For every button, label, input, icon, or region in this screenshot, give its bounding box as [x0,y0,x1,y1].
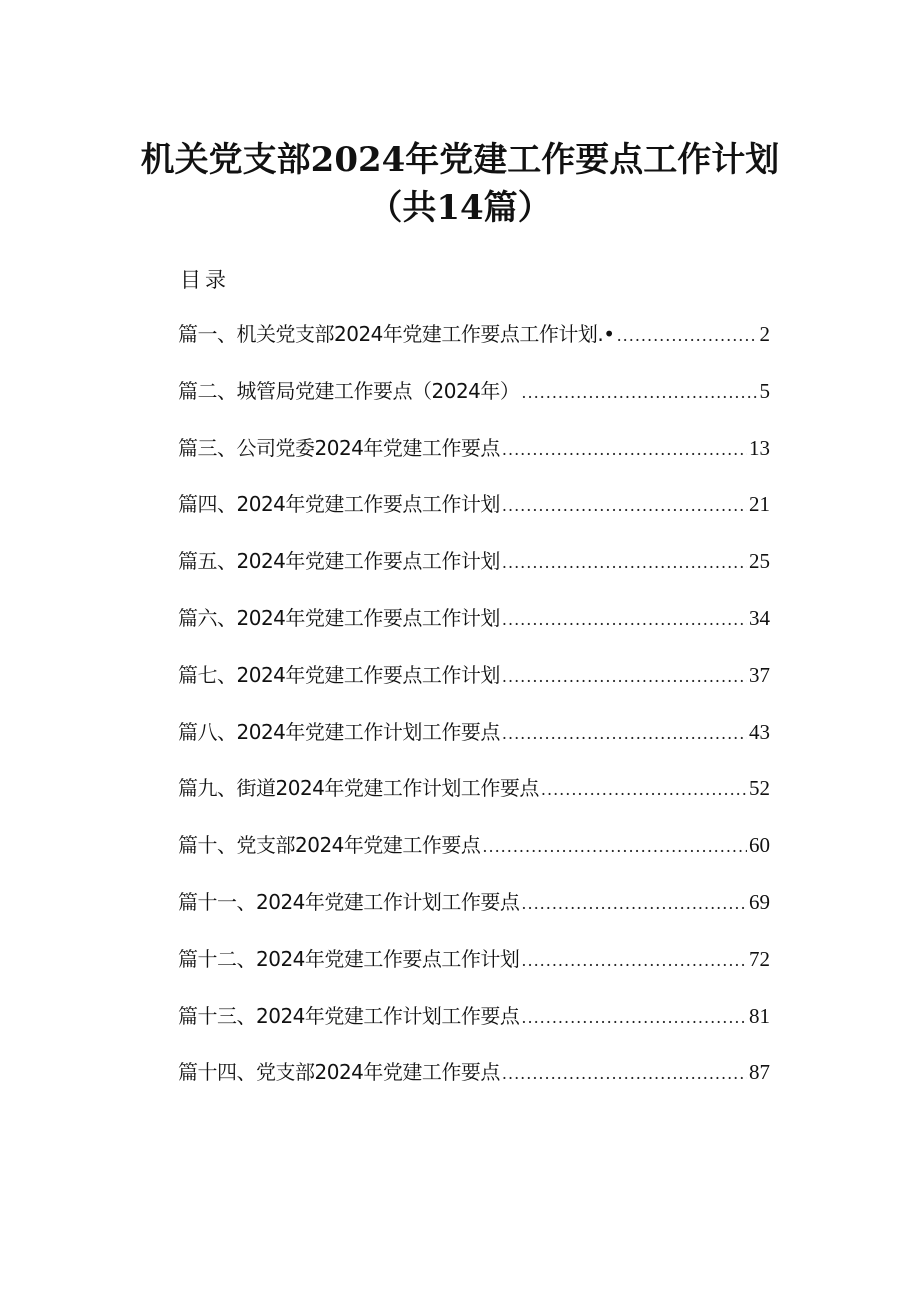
toc-leader-dots [521,945,747,977]
toc-item-page: 81 [749,1003,770,1028]
document-title: 机关党支部2024年党建工作要点工作计划 [140,140,780,180]
toc-item-3[interactable] [178,432,770,489]
table-of-contents [178,318,770,1113]
toc-item-12[interactable] [178,943,770,1000]
toc-item-14[interactable] [178,1056,770,1113]
toc-item-1[interactable] [178,318,770,375]
toc-item-page: 13 [749,435,770,460]
toc-item-page: 25 [749,549,770,574]
toc-heading: 目录 [180,268,230,292]
toc-leader-dots [482,831,747,863]
toc-item-4[interactable] [178,488,770,545]
toc-item-label: 篇十四、党支部2024年党建工作要点 [178,1060,500,1085]
toc-item-10[interactable] [178,829,770,886]
toc-item-label: 篇八、2024年党建工作计划工作要点 [178,719,500,744]
toc-item-page: 5 [759,378,770,403]
toc-leader-dots [502,547,747,579]
toc-item-label: 篇二、城管局党建工作要点（2024年） [178,378,520,403]
toc-item-page: 60 [749,833,770,858]
toc-item-label: 篇十、党支部2024年党建工作要点 [178,833,481,858]
toc-item-2[interactable] [178,375,770,432]
toc-item-page: 34 [749,605,770,630]
toc-item-page: 37 [749,662,770,687]
toc-item-page: 52 [749,776,770,801]
toc-item-label: 篇十一、2024年党建工作计划工作要点 [178,889,520,914]
toc-item-page: 43 [749,719,770,744]
toc-leader-dots [521,888,747,920]
toc-leader-dots [502,490,747,522]
toc-item-page: 69 [749,889,770,914]
toc-leader-dots [541,774,747,806]
toc-item-label: 篇九、街道2024年党建工作计划工作要点 [178,776,539,801]
toc-leader-dots [521,377,757,409]
document-subtitle: （共14篇） [368,188,552,228]
toc-item-page: 87 [749,1060,770,1085]
toc-item-label: 篇十二、2024年党建工作要点工作计划 [178,946,520,971]
toc-leader-dots [617,320,758,352]
toc-item-7[interactable] [178,659,770,716]
toc-leader-dots [502,1058,747,1090]
toc-leader-dots [502,718,747,750]
toc-item-label: 篇五、2024年党建工作要点工作计划 [178,549,500,574]
toc-leader-dots [502,604,747,636]
toc-item-label: 篇一、机关党支部2024年党建工作要点工作计划.• [178,322,615,346]
toc-item-5[interactable] [178,545,770,602]
toc-leader-dots [502,661,747,693]
toc-item-page: 2 [759,322,770,346]
toc-item-page: 72 [749,946,770,971]
toc-item-label: 篇六、2024年党建工作要点工作计划 [178,605,500,630]
toc-item-8[interactable] [178,716,770,773]
toc-item-label: 篇四、2024年党建工作要点工作计划 [178,492,500,517]
toc-item-label: 篇三、公司党委2024年党建工作要点 [178,435,500,460]
toc-item-page: 21 [749,492,770,517]
toc-item-label: 篇七、2024年党建工作要点工作计划 [178,662,500,687]
toc-item-13[interactable] [178,1000,770,1057]
toc-item-9[interactable] [178,772,770,829]
toc-item-label: 篇十三、2024年党建工作计划工作要点 [178,1003,520,1028]
toc-leader-dots [521,1002,747,1034]
toc-leader-dots [502,434,747,466]
toc-item-11[interactable] [178,886,770,943]
toc-item-6[interactable] [178,602,770,659]
